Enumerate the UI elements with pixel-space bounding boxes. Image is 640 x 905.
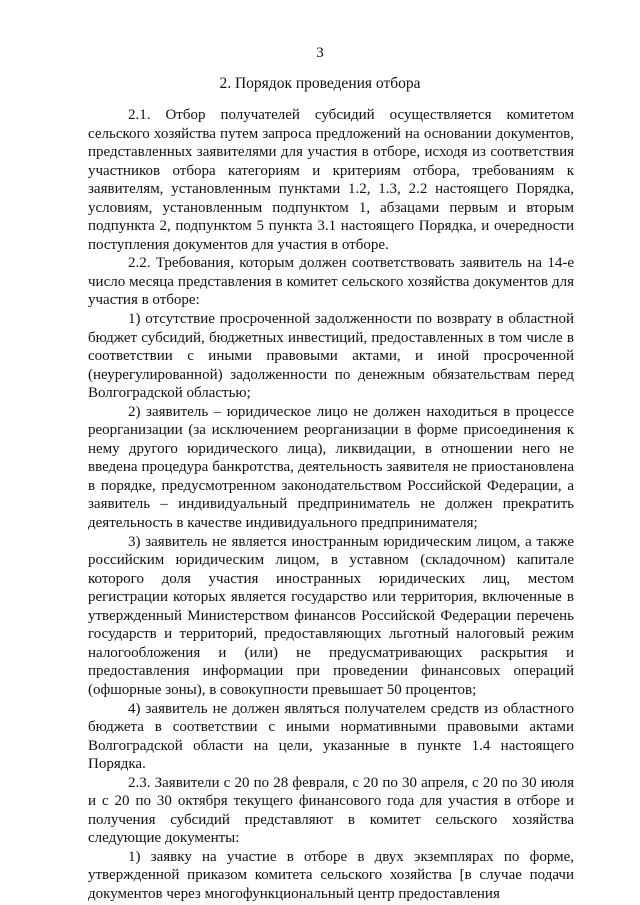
paragraph-2-2-item-3: 3) заявитель не является иностранным юридическим лицом, а также российским юридическим лицом, в уставном (складочном) капитале которого доля участия иностранных юридических лиц, местом регистрации которых является государство или территория, включенные в утвержденный Министерством финансов Российской Федерации перечень государств и территорий, предоставляющих льготный налоговый режим налогообложения и (или) не предусматривающих раскрытия и предоставления информации при проведении финансовых операций (офшорные зоны), в совокупности превышает 50 процентов;	[88, 533, 574, 698]
page-number: 3	[316, 45, 324, 61]
paragraph-2-1: 2.1. Отбор получателей субсидий осуществляется комитетом сельского хозяйства путем запроса предложений на основании документов, представленных заявителями для участия в отборе, исходя из соответствия участников отбора категориям и критериям отбора, требованиям к заявителям, установленным пунктами 1.2, 1.3, 2.2 настоящего Порядка, условиям, установленным подпунктом 1, абзацами первым и вторым подпункта 2, подпунктом 5 пункта 3.1 настоящего Порядка, и очередности поступления документов для участия в отборе.	[88, 107, 574, 253]
paragraph-2-2-item-2: 2) заявитель – юридическое лицо не должен находиться в процессе реорганизации (за исключением реорганизации в форме присоединения к нему другого юридического лица), ликвидации, в отношении него не введена процедура банкротства, деятельность заявителя не приостановлена в порядке, предусмотренном законодательством Российской Федерации, а заявитель – индивидуальный предприниматель не должен прекратить деятельность в качестве индивидуального предпринимателя;	[88, 403, 574, 532]
paragraph-2-2-item-1: 1) отсутствие просроченной задолженности по возврату в областной бюджет субсидий, бюджетных инвестиций, предоставленных в том числе в соответствии с иными правовыми актами, и иной просроченной (неурегулированной) задолженности по денежным обязательствам перед Волгоградской областью;	[88, 311, 574, 402]
section-title: 2. Порядок проведения отбора	[219, 75, 421, 92]
paragraph-2-3: 2.3. Заявители с 20 по 28 февраля, с 20 по 30 апреля, с 20 по 30 июля и с 20 по 30 октября текущего финансового года для участия в отборе и получения субсидий представляют в комитет сельского хозяйства следующие документы:	[88, 774, 574, 847]
paragraph-2-2-item-4: 4) заявитель не должен являться получателем средств из областного бюджета в соответствии с иными нормативными правовыми актами Волгоградской области на цели, указанные в пункте 1.4 настоящего Порядка.	[88, 700, 574, 773]
paragraph-2-2: 2.2. Требования, которым должен соответствовать заявитель на 14-е число месяца представления в комитет сельского хозяйства документов для участия в отборе:	[88, 255, 574, 309]
paragraph-2-3-item-1: 1) заявку на участие в отборе в двух экземплярах по форме, утвержденной приказом комитета сельского хозяйства [в случае подачи документов через многофункциональный центр предоставления	[88, 848, 574, 902]
document-body	[88, 106, 574, 904]
